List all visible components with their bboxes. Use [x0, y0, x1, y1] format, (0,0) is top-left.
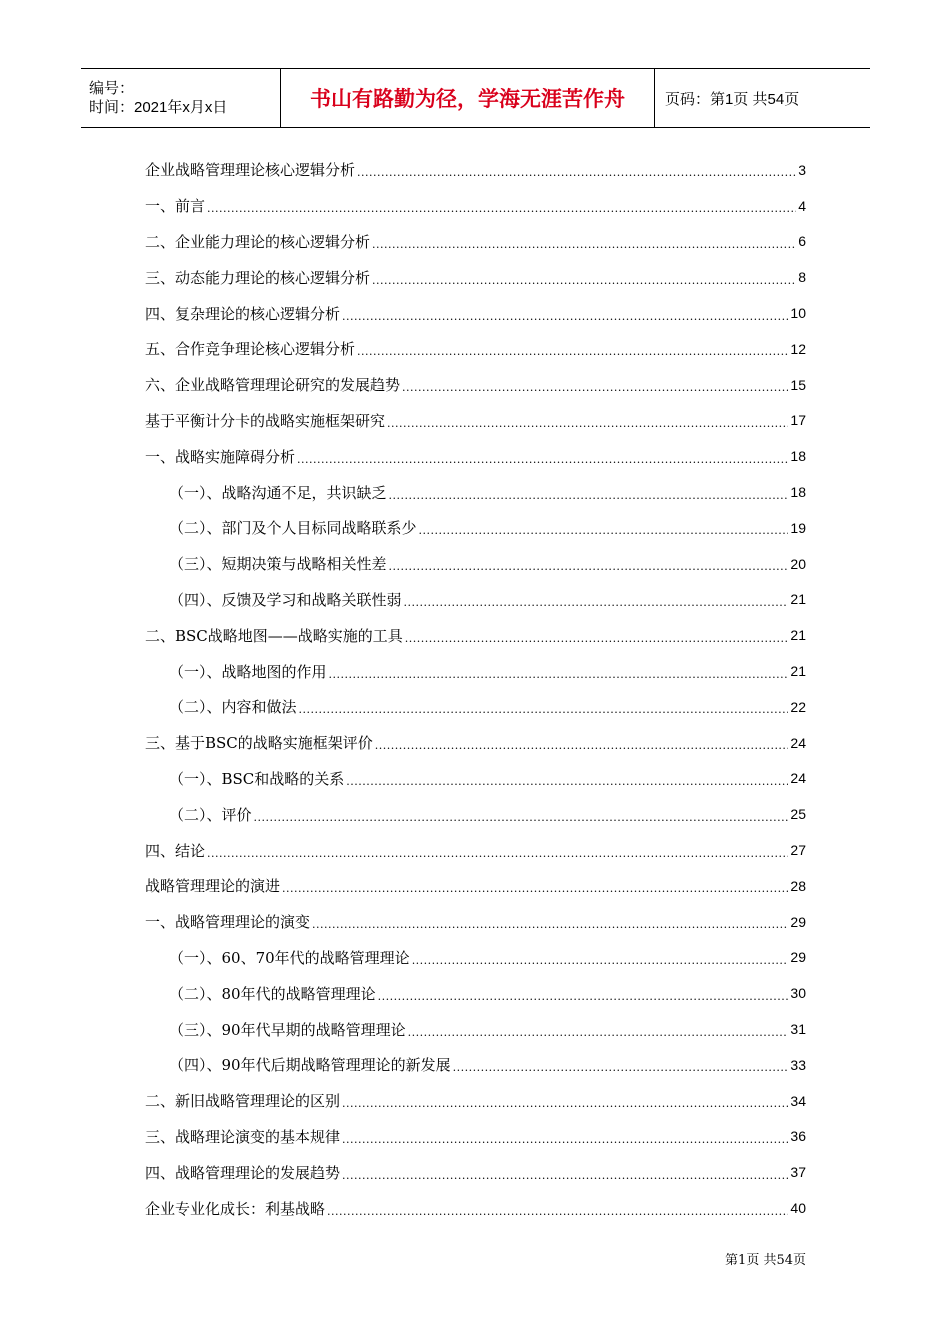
toc-entry-page: 21: [790, 627, 806, 644]
toc-entry[interactable]: [145, 331, 806, 367]
toc-entry-page: 22: [790, 698, 806, 715]
toc-entry-title: 基于平衡计分卡的战略实施框架研究: [145, 411, 386, 430]
toc-entry[interactable]: [145, 474, 806, 510]
toc-dot-leader: [372, 274, 796, 287]
toc-entry[interactable]: [145, 940, 806, 976]
toc-entry-page: 6: [798, 233, 806, 250]
toc-entry[interactable]: [145, 582, 806, 618]
toc-entry[interactable]: [145, 546, 806, 582]
toc-entry-title: 一、前言: [145, 197, 206, 216]
toc-dot-leader: [389, 560, 789, 573]
toc-entry-title: （三）、短期决策与战略相关性差: [169, 555, 387, 574]
toc-entry-page: 17: [790, 412, 806, 429]
toc-dot-leader: [408, 1026, 789, 1039]
toc-entry[interactable]: [145, 617, 806, 653]
toc-dot-leader: [387, 417, 788, 430]
toc-entry[interactable]: [145, 295, 806, 331]
toc-dot-leader: [405, 632, 789, 645]
toc-entry-title: 战略管理理论的演进: [145, 877, 281, 896]
toc-entry[interactable]: [145, 403, 806, 439]
toc-entry-title: 四、复杂理论的核心逻辑分析: [145, 304, 341, 323]
toc-entry-page: 29: [790, 949, 806, 966]
toc-dot-leader: [342, 1169, 788, 1182]
toc-entry-page: 3: [798, 161, 806, 178]
toc-entry-title: （二）、内容和做法: [169, 698, 297, 717]
code-label: 编号：: [89, 80, 135, 97]
toc-entry-title: （一）、60、70年代的战略管理理论: [169, 948, 410, 967]
toc-dot-leader: [342, 310, 788, 323]
toc-entry-title: 二、BSC战略地图——战略实施的工具: [145, 626, 403, 645]
toc-entry[interactable]: [145, 510, 806, 546]
header-page-info-cell: [655, 69, 870, 127]
toc-entry-page: 8: [798, 269, 806, 286]
toc-entry[interactable]: [145, 438, 806, 474]
toc-entry-page: 15: [790, 376, 806, 393]
toc-entry-page: 34: [790, 1092, 806, 1109]
toc-entry[interactable]: [145, 689, 806, 725]
toc-entry-page: 10: [790, 305, 806, 322]
page-footer: 第1页 共54页: [725, 1253, 806, 1268]
toc-dot-leader: [375, 739, 789, 752]
toc-entry[interactable]: [145, 1119, 806, 1155]
toc-entry-page: 29: [790, 913, 806, 930]
toc-entry-page: 19: [790, 519, 806, 536]
toc-entry[interactable]: [145, 367, 806, 403]
toc-entry-title: （四）、反馈及学习和战略关联性弱: [169, 590, 402, 609]
toc-entry-page: 28: [790, 877, 806, 894]
toc-dot-leader: [346, 775, 788, 788]
toc-entry-title: 三、基于BSC的战略实施框架评价: [145, 734, 373, 753]
toc-entry[interactable]: [145, 1154, 806, 1190]
toc-entry-title: 一、战略管理理论的演变: [145, 913, 311, 932]
toc-entry-title: 企业战略管理理论核心逻辑分析: [145, 161, 356, 180]
toc-dot-leader: [299, 703, 789, 716]
header-motto-cell: [281, 69, 655, 127]
toc-entry-title: （一）、战略沟通不足，共识缺乏: [169, 483, 387, 502]
toc-dot-leader: [412, 954, 789, 967]
toc-entry-page: 30: [790, 985, 806, 1002]
toc-entry[interactable]: [145, 796, 806, 832]
toc-entry-page: 40: [790, 1200, 806, 1216]
toc-entry[interactable]: [145, 832, 806, 868]
toc-entry-page: 25: [790, 806, 806, 823]
toc-entry[interactable]: [145, 1083, 806, 1119]
toc-entry[interactable]: [145, 1011, 806, 1047]
toc-entry-page: 20: [790, 555, 806, 572]
toc-entry[interactable]: [145, 152, 806, 188]
toc-entry-page: 18: [790, 484, 806, 501]
toc-entry-title: 二、新旧战略管理理论的区别: [145, 1092, 341, 1111]
toc-entry-page: 24: [790, 770, 806, 787]
toc-entry[interactable]: [145, 653, 806, 689]
toc-entry-page: 21: [790, 663, 806, 680]
toc-entry-page: 36: [790, 1128, 806, 1145]
toc-entry-title: 三、动态能力理论的核心逻辑分析: [145, 268, 371, 287]
toc-entry-page: 33: [790, 1056, 806, 1073]
toc-dot-leader: [297, 453, 788, 466]
toc-entry-title: （四）、90年代后期战略管理理论的新发展: [169, 1056, 451, 1075]
toc-entry[interactable]: [145, 725, 806, 761]
toc-entry[interactable]: [145, 1047, 806, 1083]
toc-dot-leader: [342, 1097, 788, 1110]
toc-dot-leader: [453, 1061, 789, 1074]
toc-dot-leader: [312, 918, 788, 931]
toc-entry[interactable]: [145, 904, 806, 940]
toc-dot-leader: [402, 381, 788, 394]
toc-dot-leader: [378, 990, 789, 1003]
toc-dot-leader: [282, 882, 788, 895]
toc-entry-title: 四、战略管理理论的发展趋势: [145, 1163, 341, 1182]
toc-dot-leader: [372, 238, 796, 251]
toc-entry-page: 18: [790, 448, 806, 465]
toc-entry-title: 五、合作竞争理论核心逻辑分析: [145, 340, 356, 359]
toc-dot-leader: [207, 847, 788, 860]
toc-entry-title: 三、战略理论演变的基本规律: [145, 1127, 341, 1146]
toc-entry[interactable]: [145, 188, 806, 224]
toc-entry-page: 37: [790, 1164, 806, 1181]
toc-dot-leader: [404, 596, 789, 609]
header-meta: [81, 69, 281, 127]
toc-entry-page: 27: [790, 842, 806, 859]
page-header: [81, 68, 870, 128]
toc-entry-title: 一、战略实施障碍分析: [145, 447, 296, 466]
toc-dot-leader: [329, 668, 789, 681]
toc-entry-page: 4: [798, 197, 806, 214]
toc-entry-page: 31: [790, 1021, 806, 1038]
toc-entry[interactable]: [145, 761, 806, 797]
toc-entry-page: 12: [790, 340, 806, 357]
toc-entry[interactable]: [145, 259, 806, 295]
toc-entry-title: （一）、战略地图的作用: [169, 662, 327, 681]
table-of-contents: [145, 152, 806, 1226]
toc-entry-page: 24: [790, 734, 806, 751]
toc-dot-leader: [327, 1205, 788, 1218]
header-page-info: 页码：第1页 共54页: [665, 90, 800, 108]
toc-entry-title: （二）、评价: [169, 805, 252, 824]
toc-entry-page: 21: [790, 591, 806, 608]
toc-entry-title: （一）、BSC和战略的关系: [169, 769, 345, 788]
toc-dot-leader: [357, 345, 788, 358]
toc-dot-leader: [357, 166, 796, 179]
time-label: 时间：2021年x月x日: [89, 99, 228, 116]
toc-entry-title: （三）、90年代早期的战略管理理论: [169, 1020, 406, 1039]
toc-dot-leader: [419, 524, 789, 537]
toc-dot-leader: [389, 489, 789, 502]
header-motto: 书山有路勤为径，学海无涯苦作舟: [310, 87, 625, 111]
toc-entry-title: 二、企业能力理论的核心逻辑分析: [145, 232, 371, 251]
toc-entry-title: 企业专业化成长：利基战略: [145, 1199, 326, 1218]
toc-entry[interactable]: [145, 975, 806, 1011]
toc-entry-title: 四、结论: [145, 841, 206, 860]
toc-entry-title: （二）、部门及个人目标同战略联系少: [169, 519, 417, 538]
toc-entry-title: 六、企业战略管理理论研究的发展趋势: [145, 376, 401, 395]
toc-dot-leader: [207, 202, 796, 215]
toc-entry-title: （二）、80年代的战略管理理论: [169, 984, 376, 1003]
toc-dot-leader: [342, 1133, 788, 1146]
toc-entry[interactable]: [145, 224, 806, 260]
toc-dot-leader: [254, 811, 789, 824]
toc-entry[interactable]: [145, 868, 806, 904]
toc-entry[interactable]: [145, 1190, 806, 1226]
